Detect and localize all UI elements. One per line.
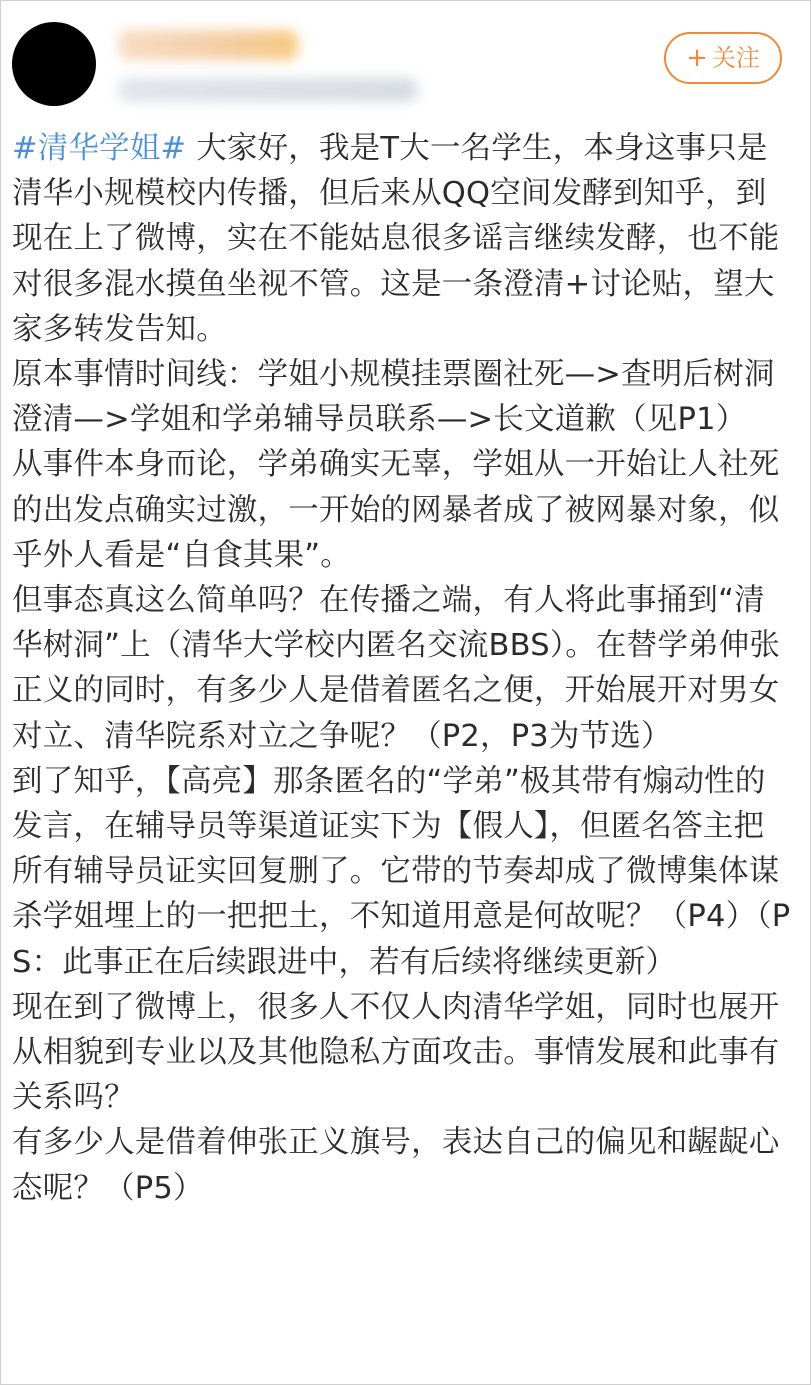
paragraph-text: 大家好，我是T大一名学生，本身这事只是清华小规模校内传播，但后来从QQ空间发酵到知乎，到现在上了微博，实在不能姑息很多谣言继续发酵，也不能对很多混水摸鱼坐视不管。这是一条澄清+讨论贴，望大家多转发告知。	[12, 131, 780, 347]
paragraph-4: 但事态真这么简单吗？在传播之端，有人将此事捅到“清华树洞”上（清华大学校内匿名交流BBS）。在替学弟伸张正义的同时，有多少人是借着匿名之便，开始展开对男女对立、清华院系对立之争呢？（P2，P3为节选）	[12, 583, 781, 754]
post-meta-blurred	[118, 78, 418, 102]
post-content	[12, 126, 792, 1211]
plus-icon: +	[686, 43, 708, 73]
follow-label: 关注	[711, 44, 760, 72]
post-header	[0, 0, 811, 118]
avatar[interactable]	[12, 22, 96, 106]
paragraph-6: 现在到了微博上，很多人不仅人肉清华学姐，同时也展开从相貌到专业以及其他隐私方面攻击。事情发展和此事有关系吗？	[12, 989, 780, 1116]
follow-button[interactable]	[664, 32, 782, 84]
paragraph-2: 原本事情时间线：学姐小规模挂票圈社死—>查明后树洞澄清—>学姐和学弟辅导员联系—>长文道歉（见P1）	[12, 357, 775, 438]
hashtag-link[interactable]: #清华学姐#	[12, 131, 187, 166]
paragraph-1	[12, 126, 792, 352]
paragraph-5: 到了知乎，【高亮】那条匿名的“学弟”极其带有煽动性的发言，在辅导员等渠道证实下为【假人】，但匿名答主把所有辅导员证实回复删了。它带的节奏却成了微博集体谋杀学姐埋上的一把把土，不知道用意是何故呢？（P4）（PS：此事正在后续跟进中，若有后续将继续更新）	[12, 763, 791, 980]
paragraph-7: 有多少人是借着伸张正义旗号，表达自己的偏见和龌龊心态呢？（P5）	[12, 1125, 780, 1206]
paragraph-3: 从事件本身而论，学弟确实无辜，学姐从一开始让人社死的出发点确实过激，一开始的网暴者成了被网暴对象，似乎外人看是“自食其果”。	[12, 447, 780, 573]
username-blurred[interactable]	[118, 30, 298, 60]
